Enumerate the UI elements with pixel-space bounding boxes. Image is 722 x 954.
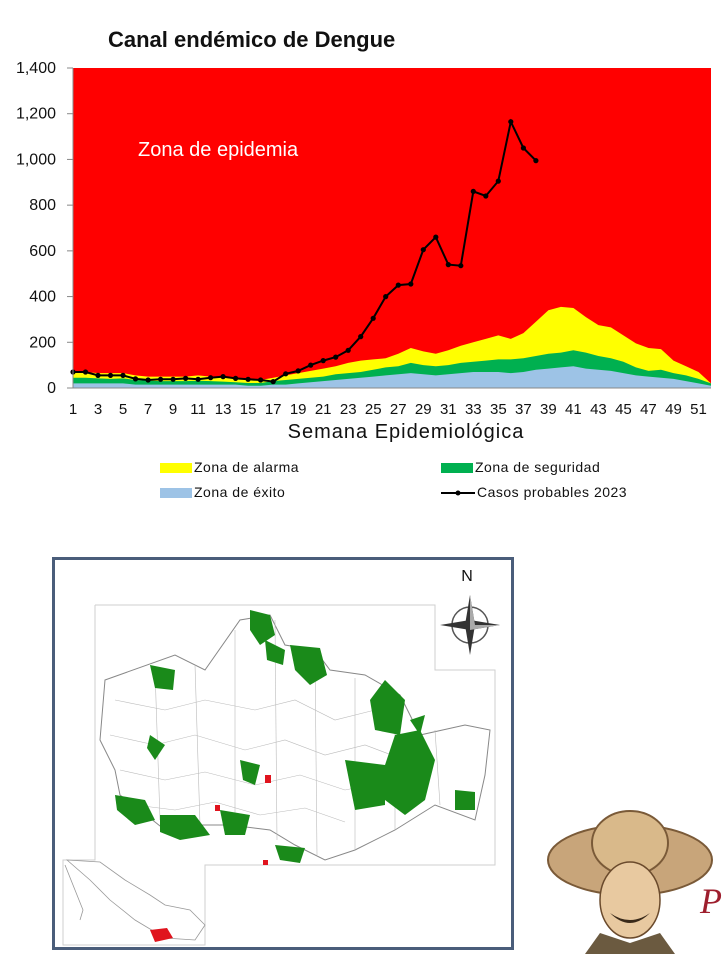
x-tick-label: 7 — [143, 401, 153, 418]
casos-point — [471, 189, 476, 194]
casos-point — [183, 376, 188, 381]
x-tick-label: 39 — [540, 401, 557, 418]
casos-point — [433, 235, 438, 240]
casos-point — [333, 355, 338, 360]
casos-point — [95, 373, 100, 378]
legend-exito — [160, 484, 285, 500]
x-axis-ticks — [69, 401, 707, 418]
y-tick-label: 1,000 — [15, 151, 56, 169]
casos-point — [83, 369, 88, 374]
x-tick-label: 25 — [364, 401, 382, 418]
casos-point — [396, 283, 401, 288]
casos-point — [508, 119, 513, 124]
brand-letter: P — [700, 881, 722, 921]
legend-exito-swatch — [160, 488, 192, 498]
x-tick-label: 35 — [489, 401, 507, 418]
casos-point — [258, 377, 263, 382]
x-tick-label: 13 — [214, 401, 232, 418]
casos-point — [308, 363, 313, 368]
casos-point — [421, 247, 426, 252]
y-tick-label: 1,400 — [15, 60, 56, 77]
casos-point — [296, 368, 301, 373]
chart-title: Canal endémico de Dengue — [108, 27, 396, 52]
x-tick-label: 29 — [414, 401, 432, 418]
casos-point — [346, 348, 351, 353]
casos-point — [221, 374, 226, 379]
casos-point — [446, 262, 451, 267]
y-tick-label: 200 — [29, 334, 56, 352]
casos-point — [383, 294, 388, 299]
legend-seguridad-swatch — [441, 463, 473, 473]
portrait-illustration — [545, 805, 719, 954]
x-tick-label: 47 — [640, 401, 657, 418]
x-tick-label: 17 — [264, 401, 282, 418]
y-tick-label: 1,200 — [15, 105, 56, 123]
x-tick-label: 9 — [168, 401, 178, 418]
legend-casos — [441, 484, 627, 500]
x-tick-label: 15 — [239, 401, 257, 418]
y-tick-label: 400 — [29, 288, 56, 306]
legend-casos-swatch — [441, 488, 475, 498]
legend-alarma-label: Zona de alarma — [194, 459, 300, 475]
casos-point — [371, 316, 376, 321]
plot-area — [70, 68, 711, 388]
casos-point — [533, 158, 538, 163]
legend-alarma — [160, 459, 299, 475]
oaxaca-map-panel — [52, 557, 514, 950]
x-tick-label: 45 — [615, 401, 632, 418]
y-axis-ticks — [16, 60, 73, 397]
casos-point — [458, 263, 463, 268]
mexico-inset-map — [65, 860, 205, 942]
casos-point — [133, 376, 138, 381]
casos-point — [196, 377, 201, 382]
oaxaca-map — [55, 560, 511, 947]
casos-point — [321, 358, 326, 363]
casos-point — [496, 179, 501, 184]
x-tick-label: 11 — [190, 401, 206, 418]
x-tick-label: 1 — [68, 401, 78, 418]
x-tick-label: 19 — [289, 401, 307, 418]
x-tick-label: 41 — [565, 401, 582, 418]
casos-point — [208, 375, 213, 380]
legend-casos-label: Casos probables 2023 — [477, 484, 628, 500]
casos-point — [246, 377, 251, 382]
x-tick-label: 51 — [690, 401, 707, 418]
legend-exito-label: Zona de éxito — [194, 484, 286, 500]
zona-epidemia-label: Zona de epidemia — [138, 139, 299, 161]
legend-alarma-swatch — [160, 463, 192, 473]
y-tick-label: 0 — [47, 380, 56, 397]
casos-point — [271, 379, 276, 384]
casos-point — [171, 377, 176, 382]
x-tick-label: 49 — [665, 401, 682, 418]
x-axis-label: Semana Epidemiológica — [287, 421, 525, 443]
x-tick-label: 37 — [515, 401, 532, 418]
casos-point — [120, 373, 125, 378]
casos-point — [108, 373, 113, 378]
casos-point — [233, 376, 238, 381]
casos-point — [521, 145, 526, 150]
casos-point — [408, 281, 413, 286]
casos-point — [158, 377, 163, 382]
x-tick-label: 21 — [314, 401, 332, 418]
x-tick-label: 33 — [464, 401, 482, 418]
legend-seguridad-label: Zona de seguridad — [475, 459, 601, 475]
x-tick-label: 43 — [590, 401, 607, 418]
y-tick-label: 600 — [29, 242, 56, 260]
casos-point — [146, 377, 151, 382]
compass-rose-icon — [440, 568, 500, 655]
legend-seguridad — [441, 459, 600, 475]
x-tick-label: 5 — [118, 401, 128, 418]
y-tick-label: 800 — [29, 197, 56, 215]
casos-point — [358, 334, 363, 339]
x-tick-label: 27 — [389, 401, 407, 418]
x-tick-label: 31 — [439, 401, 457, 418]
x-tick-label: 23 — [339, 401, 357, 418]
casos-point — [483, 193, 488, 198]
compass-north-label: N — [461, 568, 473, 585]
x-tick-label: 3 — [93, 401, 103, 418]
casos-point — [283, 371, 288, 376]
